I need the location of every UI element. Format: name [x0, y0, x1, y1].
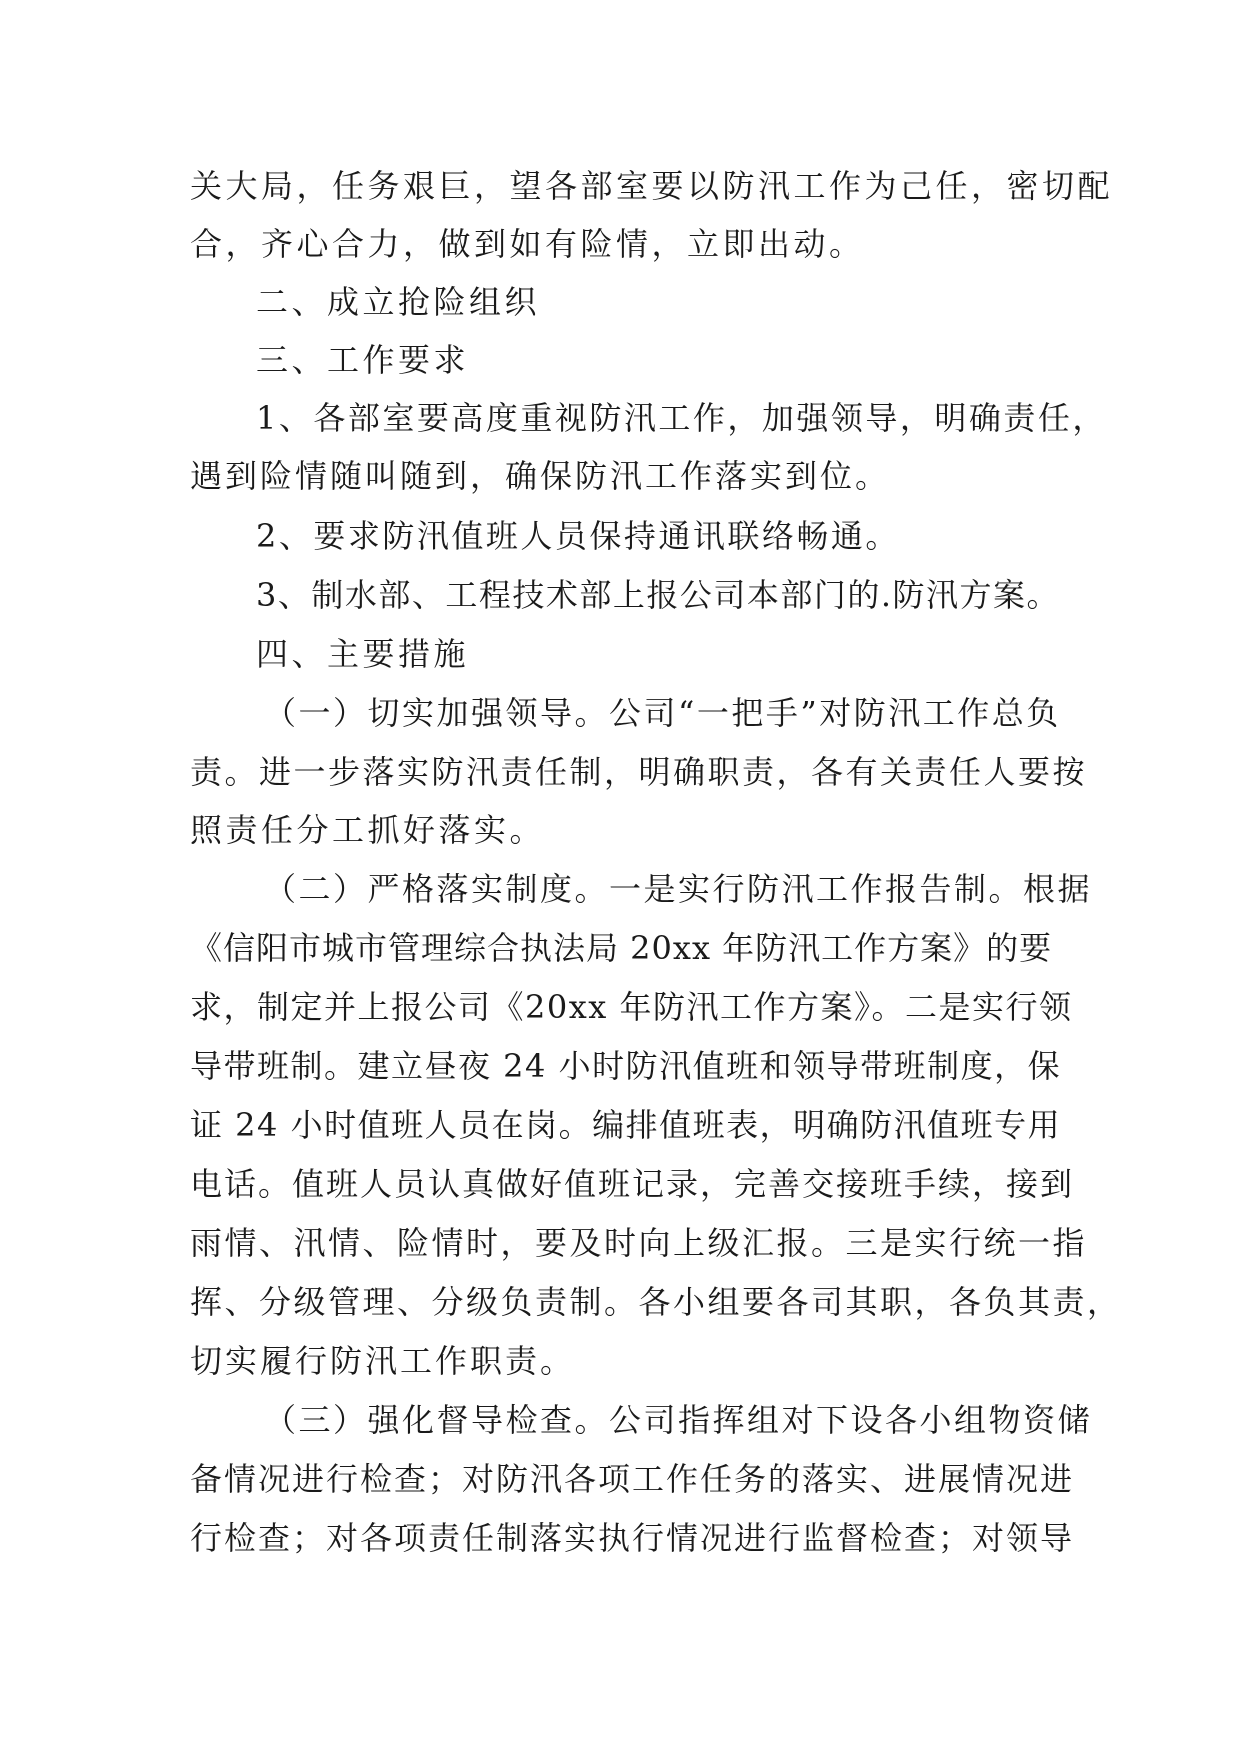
line-text: （三）强化督导检查。公司指挥组对下设各小组物资储 — [264, 1401, 1093, 1439]
text-line — [0, 1390, 1241, 1450]
text-line — [0, 683, 1241, 743]
line-text: （二）严格落实制度。一是实行防汛工作报告制。根据 — [264, 870, 1093, 908]
line-text: 二、成立抢险组织 — [256, 283, 541, 321]
line-text: 证 24 小时值班人员在岗。编排值班表，明确防汛值班专用 — [190, 1106, 1062, 1144]
line-text: 遇到险情随叫随到，确保防汛工作落实到位。 — [190, 457, 891, 495]
text-line — [0, 388, 1241, 448]
text-line — [0, 1213, 1241, 1273]
line-text: 照责任分工抓好落实。 — [190, 811, 546, 849]
line-text: 雨情、汛情、险情时，要及时向上级汇报。三是实行统一指 — [190, 1224, 1088, 1262]
line-text: 2、要求防汛值班人员保持通讯联络畅通。 — [256, 517, 900, 555]
line-text: 备情况进行检查；对防汛各项工作任务的落实、进展情况进 — [190, 1460, 1075, 1498]
text-line — [0, 214, 1241, 274]
text-line — [0, 859, 1241, 919]
section-heading — [0, 330, 1241, 390]
line-text: 切实履行防汛工作职责。 — [190, 1342, 576, 1380]
text-line — [0, 1095, 1241, 1155]
text-line — [0, 1449, 1241, 1509]
line-text: 挥、分级管理、分级负责制。各小组要各司其职，各负其责， — [190, 1283, 1122, 1321]
text-line — [0, 800, 1241, 860]
text-line — [0, 918, 1241, 978]
text-line — [0, 156, 1241, 216]
line-text: 1、各部室要高度重视防汛工作，加强领导，明确责任， — [256, 399, 1107, 437]
line-text: 合，齐心合力，做到如有险情，立即出动。 — [190, 225, 865, 263]
line-text: 行检查；对各项责任制落实执行情况进行监督检查；对领导 — [190, 1519, 1075, 1557]
line-text: （一）切实加强领导。公司“一把手”对防汛工作总负 — [264, 694, 1061, 732]
line-text: 四、主要措施 — [256, 635, 470, 673]
line-text: 求，制定并上报公司《20xx 年防汛工作方案》。二是实行领 — [190, 988, 1073, 1026]
text-line — [0, 1036, 1241, 1096]
line-text: 电话。值班人员认真做好值班记录，完善交接班手续，接到 — [190, 1165, 1075, 1203]
text-line — [0, 742, 1241, 802]
line-text: 关大局，任务艰巨，望各部室要以防汛工作为己任，密切配 — [190, 167, 1114, 205]
text-line — [0, 1508, 1241, 1568]
section-heading — [0, 272, 1241, 332]
text-line — [0, 1331, 1241, 1391]
section-heading — [0, 624, 1241, 684]
text-line — [0, 1154, 1241, 1214]
text-line — [0, 506, 1241, 566]
line-text: 导带班制。建立昼夜 24 小时防汛值班和领导带班制度，保 — [190, 1047, 1062, 1085]
line-text: 责。进一步落实防汛责任制，明确职责，各有关责任人要按 — [190, 753, 1088, 791]
line-text: 三、工作要求 — [256, 341, 470, 379]
line-text: 《信阳市城市管理综合执法局 20xx 年防汛工作方案》的要 — [190, 929, 1053, 967]
text-line — [0, 565, 1241, 625]
text-line — [0, 446, 1241, 506]
line-text: 3、制水部、工程技术部上报公司本部门的.防汛方案。 — [256, 576, 1061, 614]
text-line — [0, 977, 1241, 1037]
text-line — [0, 1272, 1241, 1332]
